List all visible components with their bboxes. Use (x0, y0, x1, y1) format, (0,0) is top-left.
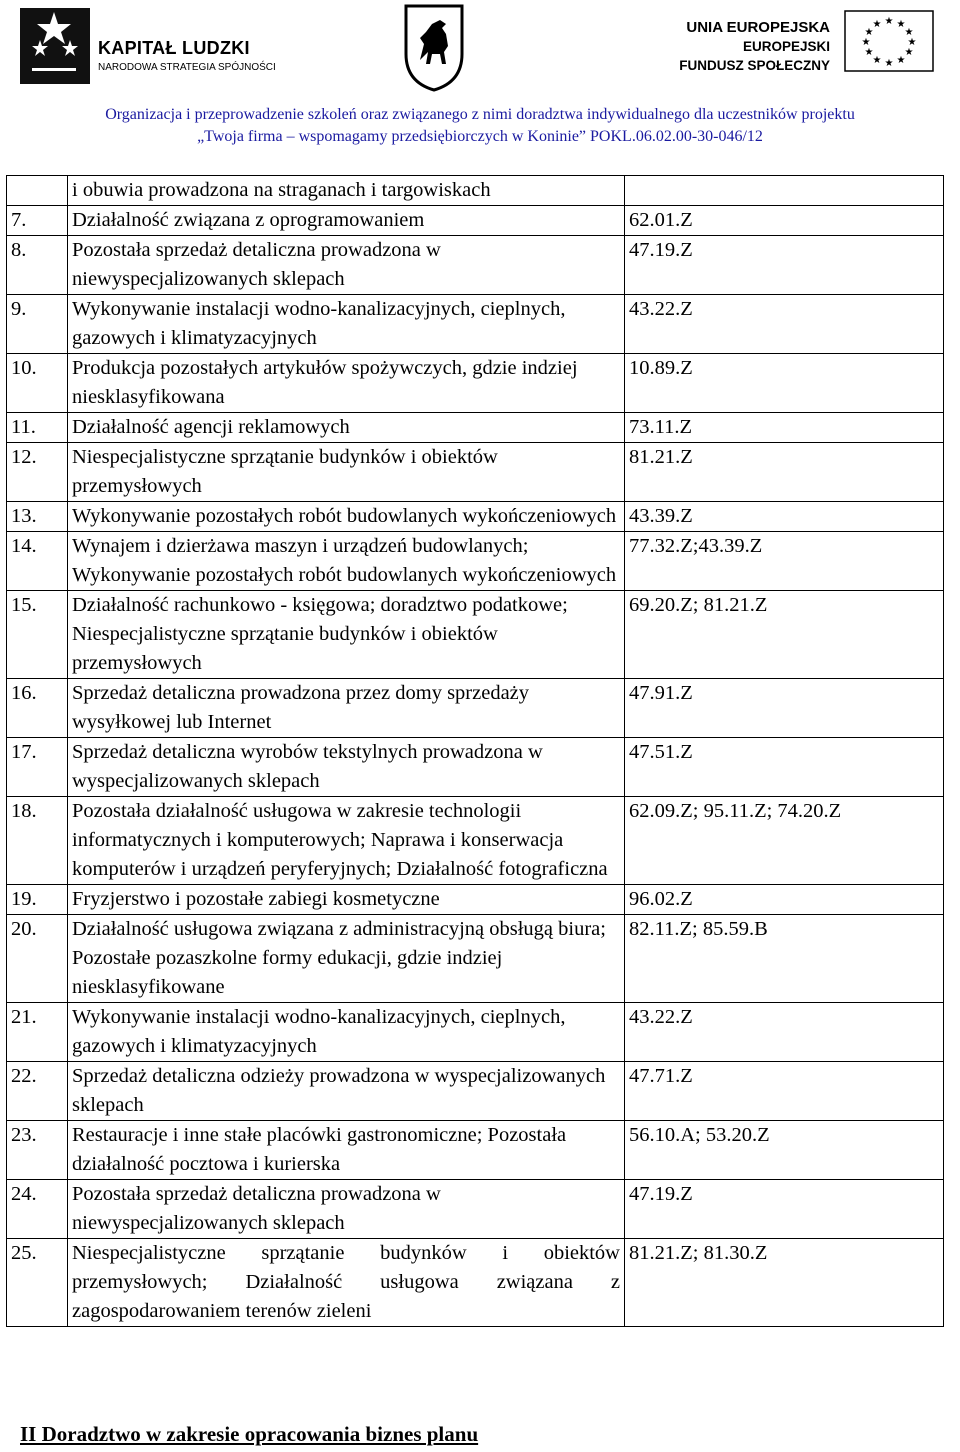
pkd-code: 82.11.Z; 85.59.B (625, 915, 944, 1003)
activity-description: Wykonywanie pozostałych robót budowlanych wykończeniowych (68, 502, 625, 532)
eu-logo (670, 8, 950, 88)
svg-text:★: ★ (884, 16, 894, 27)
pkd-code: 43.22.Z (625, 1003, 944, 1062)
activity-description: Działalność związana z oprogramowaniem (68, 206, 625, 236)
pkd-code: 73.11.Z (625, 413, 944, 443)
svg-text:★: ★ (896, 55, 906, 66)
pkd-code: 43.22.Z (625, 295, 944, 354)
svg-text:★: ★ (872, 19, 882, 30)
svg-text:★: ★ (896, 19, 906, 30)
table-row (7, 1003, 944, 1062)
horse-emblem-icon (402, 2, 466, 92)
kapital-ludzki-emblem-icon (18, 6, 92, 86)
row-number: 7. (7, 206, 68, 236)
row-number: 24. (7, 1180, 68, 1239)
kapital-ludzki-subtitle: NARODOWA STRATEGIA SPÓJNOŚCI (98, 62, 276, 73)
activity-description: i obuwia prowadzona na straganach i targowiskach (68, 176, 625, 206)
table-row (7, 591, 944, 679)
activity-description: Wynajem i dzierżawa maszyn i urządzeń budowlanych; Wykonywanie pozostałych robót budowlanych wykończeniowych (68, 532, 625, 591)
eu-line-2: EUROPEJSKI (742, 39, 830, 54)
activity-description: Działalność usługowa związana z administracyjną obsługą biura; Pozostałe pozaszkolne formy edukacji, gdzie indziej niesklasyfikowane (68, 915, 625, 1003)
table-row (7, 413, 944, 443)
pkd-code (625, 176, 944, 206)
row-number: 22. (7, 1062, 68, 1121)
activity-description: Działalność agencji reklamowych (68, 413, 625, 443)
pkd-code: 81.21.Z (625, 443, 944, 502)
row-number: 21. (7, 1003, 68, 1062)
row-number: 9. (7, 295, 68, 354)
pkd-code: 47.71.Z (625, 1062, 944, 1121)
eu-flag-icon (844, 10, 934, 72)
row-number: 13. (7, 502, 68, 532)
wielkopolska-coat-of-arms-logo (402, 2, 466, 92)
svg-text:★: ★ (872, 55, 882, 66)
pkd-code: 10.89.Z (625, 354, 944, 413)
pkd-code: 56.10.A; 53.20.Z (625, 1121, 944, 1180)
activity-description: Wykonywanie instalacji wodno-kanalizacyjnych, cieplnych, gazowych i klimatyzacyjnych (68, 1003, 625, 1062)
row-number: 23. (7, 1121, 68, 1180)
svg-text:★: ★ (884, 58, 894, 69)
svg-text:★: ★ (904, 27, 914, 38)
pkd-code: 69.20.Z; 81.21.Z (625, 591, 944, 679)
svg-text:★: ★ (861, 37, 871, 48)
table-row (7, 443, 944, 502)
pkd-code: 96.02.Z (625, 885, 944, 915)
activities-table (6, 175, 944, 1327)
pkd-code: 81.21.Z; 81.30.Z (625, 1239, 944, 1327)
table-row (7, 236, 944, 295)
pkd-code: 43.39.Z (625, 502, 944, 532)
activity-description: Produkcja pozostałych artykułów spożywczych, gdzie indziej niesklasyfikowana (68, 354, 625, 413)
section-heading: II Doradztwo w zakresie opracowania biznes planu (20, 1422, 479, 1446)
row-number: 17. (7, 738, 68, 797)
logo-bar (0, 0, 960, 100)
pkd-code: 62.09.Z; 95.11.Z; 74.20.Z (625, 797, 944, 885)
svg-text:★: ★ (864, 27, 874, 38)
activity-description: Niespecjalistyczne sprzątanie budynków i obiektów przemysłowych; Działalność usługowa związana z zagospodarowaniem terenów zieleni (68, 1239, 625, 1327)
activity-description: Sprzedaż detaliczna odzieży prowadzona w wyspecjalizowanych sklepach (68, 1062, 625, 1121)
table-row (7, 206, 944, 236)
project-line-2: „Twoja firma – wspomagamy przedsiębiorczych w Koninie” POKL.06.02.00-30-046/12 (197, 128, 763, 145)
svg-text:★: ★ (907, 37, 917, 48)
table-row (7, 1239, 944, 1327)
row-number: 16. (7, 679, 68, 738)
eu-line-1: UNIA EUROPEJSKA (686, 19, 830, 36)
svg-text:★: ★ (904, 47, 914, 58)
row-number (7, 176, 68, 206)
project-line-1: Organizacja i przeprowadzenie szkoleń oraz związanego z nimi doradztwa indywidualnego dla uczestników projektu (105, 106, 855, 123)
activity-description: Wykonywanie instalacji wodno-kanalizacyjnych, cieplnych, gazowych i klimatyzacyjnych (68, 295, 625, 354)
row-number: 14. (7, 532, 68, 591)
pkd-code: 47.91.Z (625, 679, 944, 738)
activity-description: Pozostała działalność usługowa w zakresie technologii informatycznych i komputerowych; Naprawa i konserwacja komputerów i urządzeń peryferyjnych; Działalność fotograficzna (68, 797, 625, 885)
table-row (7, 915, 944, 1003)
pkd-code: 62.01.Z (625, 206, 944, 236)
kapital-ludzki-title: KAPITAŁ LUDZKI (98, 38, 250, 58)
row-number: 11. (7, 413, 68, 443)
row-number: 25. (7, 1239, 68, 1327)
table-row (7, 532, 944, 591)
table-row (7, 295, 944, 354)
pkd-code: 47.19.Z (625, 236, 944, 295)
activity-description: Restauracje i inne stałe placówki gastronomiczne; Pozostała działalność pocztowa i kurierska (68, 1121, 625, 1180)
kapital-ludzki-logo (18, 6, 288, 88)
activity-description: Niespecjalistyczne sprzątanie budynków i obiektów przemysłowych (68, 443, 625, 502)
row-number: 20. (7, 915, 68, 1003)
table-row (7, 1062, 944, 1121)
table-row (7, 176, 944, 206)
table-row (7, 354, 944, 413)
table-row (7, 1180, 944, 1239)
pkd-code: 47.51.Z (625, 738, 944, 797)
activity-description: Pozostała sprzedaż detaliczna prowadzona w niewyspecjalizowanych sklepach (68, 236, 625, 295)
table-row (7, 679, 944, 738)
row-number: 8. (7, 236, 68, 295)
row-number: 10. (7, 354, 68, 413)
row-number: 19. (7, 885, 68, 915)
activities-table-body (7, 176, 944, 1327)
activity-description: Działalność rachunkowo - księgowa; doradztwo podatkowe; Niespecjalistyczne sprzątanie budynków i obiektów przemysłowych (68, 591, 625, 679)
row-number: 18. (7, 797, 68, 885)
activity-description: Sprzedaż detaliczna prowadzona przez domy sprzedaży wysyłkowej lub Internet (68, 679, 625, 738)
activity-description: Fryzjerstwo i pozostałe zabiegi kosmetyczne (68, 885, 625, 915)
eu-text (679, 18, 830, 75)
table-row (7, 1121, 944, 1180)
table-row (7, 738, 944, 797)
svg-text:★: ★ (864, 47, 874, 58)
activity-description: Pozostała sprzedaż detaliczna prowadzona w niewyspecjalizowanych sklepach (68, 1180, 625, 1239)
table-row (7, 797, 944, 885)
pkd-code: 47.19.Z (625, 1180, 944, 1239)
table-row (7, 502, 944, 532)
pkd-code: 77.32.Z;43.39.Z (625, 532, 944, 591)
row-number: 12. (7, 443, 68, 502)
table-row (7, 885, 944, 915)
eu-line-3: FUNDUSZ SPOŁECZNY (679, 58, 830, 73)
activity-description: Sprzedaż detaliczna wyrobów tekstylnych prowadzona w wyspecjalizowanych sklepach (68, 738, 625, 797)
project-title (0, 104, 960, 148)
row-number: 15. (7, 591, 68, 679)
